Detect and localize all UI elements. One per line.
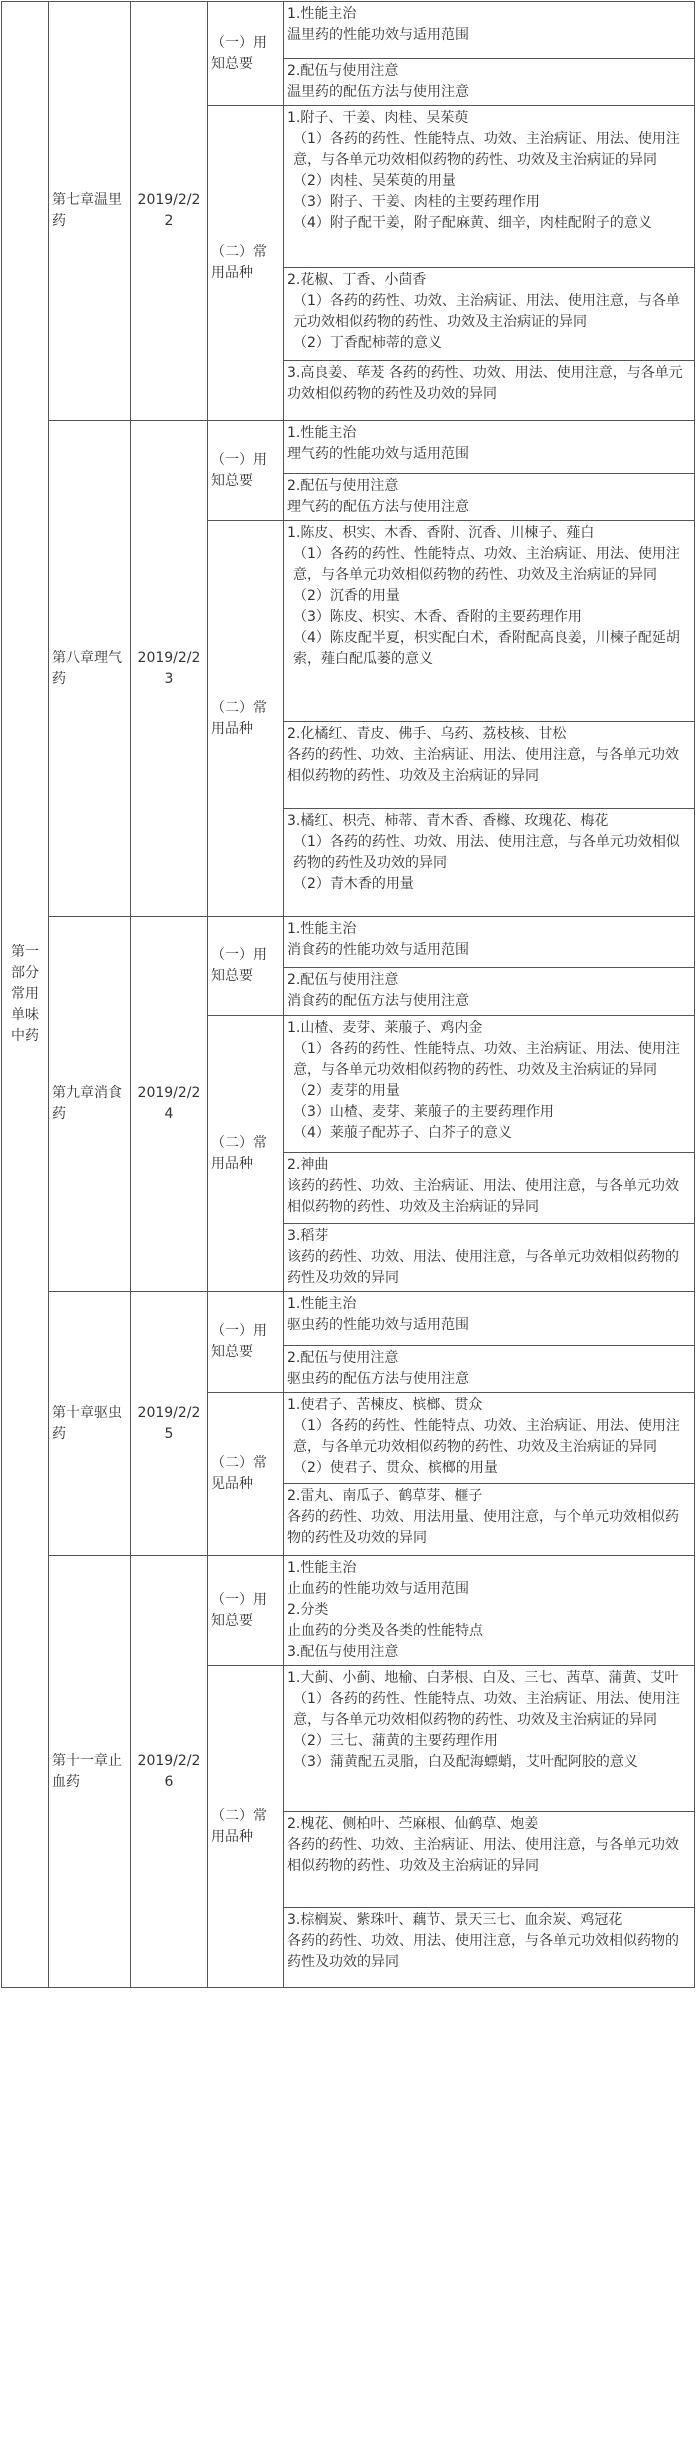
item-cell bbox=[284, 917, 695, 968]
item-line: （1）各药的药性、性能特点、功效、主治病证、用法、使用注意，与各单元功效相似药物的药性、功效及主治病证的异同 bbox=[293, 1418, 680, 1455]
item-line: 各药的药性、功效、用法、使用注意，与各单元功效相似药物的药性及功效的异同 bbox=[287, 1933, 679, 1970]
item-line: 驱虫药的配伍方法与使用注意 bbox=[287, 1371, 469, 1387]
item-line: 温里药的配伍方法与使用注意 bbox=[287, 84, 469, 100]
item-line: （1）各药的药性、性能特点、功效、主治病证、用法、使用注意，与各单元功效相似药物的药性、功效及主治病证的异同 bbox=[293, 546, 680, 583]
item-line: 1.性能主治 bbox=[287, 1296, 357, 1312]
item-line: 各药的药性、功效、主治病证、用法、使用注意，与各单元功效相似药物的药性、功效及主治病证的异同 bbox=[287, 1837, 679, 1874]
item-line: 止血药的性能功效与适用范围 bbox=[287, 1581, 469, 1597]
chapter-title: 第十章驱虫药 bbox=[49, 1292, 131, 1556]
item-line: 温里药的性能功效与适用范围 bbox=[287, 27, 469, 43]
chapter-date: 2019/2/26 bbox=[131, 1556, 208, 1988]
item-line: （1）各药的药性、性能特点、功效、主治病证、用法、使用注意，与各单元功效相似药物的药性、功效及主治病证的异同 bbox=[293, 1041, 680, 1078]
item-line: 3.棕榈炭、紫珠叶、藕节、景天三七、血余炭、鸡冠花 bbox=[287, 1912, 623, 1928]
item-line: 1.山楂、麦芽、莱菔子、鸡内金 bbox=[287, 1020, 483, 1036]
item-line: （3）山楂、麦芽、莱菔子的主要药理作用 bbox=[293, 1104, 554, 1120]
item-cell bbox=[284, 1292, 695, 1346]
item-cell bbox=[284, 1908, 695, 1988]
item-line: （3）蒲黄配五灵脂，白及配海螵蛸，艾叶配阿胶的意义 bbox=[293, 1754, 638, 1770]
item-line: 1.大蓟、小蓟、地榆、白茅根、白及、三七、茜草、蒲黄、艾叶 bbox=[287, 1670, 679, 1686]
item-cell bbox=[284, 361, 695, 421]
item-cell bbox=[284, 1153, 695, 1224]
item-line: 2.花椒、丁香、小茴香 bbox=[287, 272, 427, 288]
item-cell bbox=[284, 268, 695, 361]
table-row bbox=[2, 421, 695, 474]
chapter-title: 第九章消食药 bbox=[49, 917, 131, 1292]
item-line: 1.性能主治 bbox=[287, 1560, 357, 1576]
item-cell bbox=[284, 421, 695, 474]
item-line: 3.橘红、枳壳、柿蒂、青木香、香橼、玫瑰花、梅花 bbox=[287, 813, 609, 829]
item-line: 2.化橘红、青皮、佛手、乌药、荔枝核、甘松 bbox=[287, 726, 567, 742]
item-line: 1.性能主治 bbox=[287, 6, 357, 22]
item-line: 2.配伍与使用注意 bbox=[287, 478, 399, 494]
item-line: （1）各药的药性、性能特点、功效、主治病证、用法、使用注意，与各单元功效相似药物的药性、功效及主治病证的异同 bbox=[293, 131, 680, 168]
item-cell bbox=[284, 521, 695, 722]
item-line: 2.槐花、侧柏叶、苎麻根、仙鹤草、炮姜 bbox=[287, 1816, 539, 1832]
item-line: （4）陈皮配半夏，枳实配白术，香附配高良姜，川楝子配延胡索，薤白配瓜蒌的意义 bbox=[293, 630, 680, 667]
item-line: 止血药的分类及各类的性能特点 bbox=[287, 1623, 483, 1639]
item-line: （2）三七、蒲黄的主要药理作用 bbox=[293, 1733, 498, 1749]
section-label: （一）用知总要 bbox=[208, 421, 284, 521]
item-line: （2）使君子、贯众、槟榔的用量 bbox=[293, 1460, 498, 1476]
item-line: 2.雷丸、南瓜子、鹤草芽、榧子 bbox=[287, 1488, 483, 1504]
chapter-title: 第八章理气药 bbox=[49, 421, 131, 917]
item-line: 理气药的配伍方法与使用注意 bbox=[287, 499, 469, 515]
item-line: 理气药的性能功效与适用范围 bbox=[287, 446, 469, 462]
item-line: （4）莱菔子配苏子、白芥子的意义 bbox=[293, 1125, 512, 1141]
section-label: （二）常用品种 bbox=[208, 106, 284, 421]
section-label: （一）用知总要 bbox=[208, 1556, 284, 1666]
item-line: 1.使君子、苦楝皮、槟榔、贯众 bbox=[287, 1397, 483, 1413]
item-cell bbox=[284, 1556, 695, 1666]
item-cell bbox=[284, 106, 695, 268]
item-cell bbox=[284, 1393, 695, 1484]
item-line: 3.稻芽 bbox=[287, 1228, 329, 1244]
section-label: （二）常用品种 bbox=[208, 1016, 284, 1292]
syllabus-table bbox=[1, 1, 695, 1988]
item-line: （1）各药的药性、性能特点、功效、主治病证、用法、使用注意，与各单元功效相似药物的药性、功效及主治病证的异同 bbox=[293, 1691, 680, 1728]
item-line: （2）麦芽的用量 bbox=[293, 1083, 400, 1099]
item-line: 该药的药性、功效、用法、使用注意，与各单元功效相似药物的药性及功效的异同 bbox=[287, 1249, 679, 1286]
item-line: 1.陈皮、枳实、木香、香附、沉香、川楝子、薤白 bbox=[287, 525, 595, 541]
item-line: （2）肉桂、吴茱萸的用量 bbox=[293, 173, 456, 189]
table-row bbox=[2, 2, 695, 59]
item-line: （2）沉香的用量 bbox=[293, 588, 400, 604]
item-line: 2.分类 bbox=[287, 1602, 329, 1618]
item-line: 消食药的性能功效与适用范围 bbox=[287, 942, 469, 958]
table-row bbox=[2, 1292, 695, 1346]
table-row bbox=[2, 1556, 695, 1666]
item-line: 1.性能主治 bbox=[287, 921, 357, 937]
item-line: 2.配伍与使用注意 bbox=[287, 1350, 399, 1366]
item-cell bbox=[284, 1016, 695, 1153]
item-cell bbox=[284, 722, 695, 809]
item-cell bbox=[284, 1666, 695, 1812]
item-line: 各药的药性、功效、用法用量、使用注意，与个单元功效相似药物的药性及功效的异同 bbox=[287, 1509, 679, 1546]
item-line: （2）丁香配柿蒂的意义 bbox=[293, 335, 442, 351]
chapter-date: 2019/2/22 bbox=[131, 2, 208, 421]
item-line: 3.配伍与使用注意 bbox=[287, 1644, 399, 1660]
item-cell bbox=[284, 1812, 695, 1908]
part-title: 第一部分常用单味中药 bbox=[2, 2, 49, 1988]
item-cell bbox=[284, 809, 695, 917]
item-cell bbox=[284, 2, 695, 59]
item-line: 1.性能主治 bbox=[287, 425, 357, 441]
section-label: （二）常用品种 bbox=[208, 521, 284, 917]
item-line: 3.高良姜、荜茇 各药的药性、功效、用法、使用注意，与各单元功效相似药物的药性及功效的异同 bbox=[287, 365, 683, 402]
item-cell bbox=[284, 59, 695, 106]
item-line: （1）各药的药性、功效、主治病证、用法、使用注意，与各单元功效相似药物的药性、功效及主治病证的异同 bbox=[293, 293, 680, 330]
section-label: （二）常用品种 bbox=[208, 1666, 284, 1988]
chapter-date: 2019/2/23 bbox=[131, 421, 208, 917]
chapter-date: 2019/2/24 bbox=[131, 917, 208, 1292]
section-label: （一）用知总要 bbox=[208, 2, 284, 106]
chapter-title: 第七章温里药 bbox=[49, 2, 131, 421]
item-line: （1）各药的药性、功效、用法、使用注意，与各单元功效相似药物的药性及功效的异同 bbox=[293, 834, 680, 871]
item-cell bbox=[284, 968, 695, 1016]
syllabus-table-body bbox=[2, 2, 695, 1988]
table-row bbox=[2, 917, 695, 968]
section-label: （一）用知总要 bbox=[208, 1292, 284, 1393]
section-label: （二）常见品种 bbox=[208, 1393, 284, 1556]
chapter-date: 2019/2/25 bbox=[131, 1292, 208, 1556]
section-label: （一）用知总要 bbox=[208, 917, 284, 1016]
item-cell bbox=[284, 474, 695, 521]
item-cell bbox=[284, 1484, 695, 1556]
item-line: （4）附子配干姜，附子配麻黄、细辛，肉桂配附子的意义 bbox=[293, 215, 652, 231]
item-line: （2）青木香的用量 bbox=[293, 876, 414, 892]
item-line: （3）附子、干姜、肉桂的主要药理作用 bbox=[293, 194, 540, 210]
item-line: 2.神曲 bbox=[287, 1157, 329, 1173]
item-line: 各药的药性、功效、主治病证、用法、使用注意，与各单元功效相似药物的药性、功效及主治病证的异同 bbox=[287, 747, 679, 784]
item-cell bbox=[284, 1346, 695, 1393]
item-cell bbox=[284, 1224, 695, 1292]
item-line: 驱虫药的性能功效与适用范围 bbox=[287, 1317, 469, 1333]
item-line: 1.附子、干姜、肉桂、吴茱萸 bbox=[287, 110, 469, 126]
chapter-title: 第十一章止血药 bbox=[49, 1556, 131, 1988]
item-line: （3）陈皮、枳实、木香、香附的主要药理作用 bbox=[293, 609, 582, 625]
item-line: 该药的药性、功效、主治病证、用法、使用注意，与各单元功效相似药物的药性、功效及主治病证的异同 bbox=[287, 1178, 679, 1215]
item-line: 2.配伍与使用注意 bbox=[287, 63, 399, 79]
item-line: 消食药的配伍方法与使用注意 bbox=[287, 993, 469, 1009]
item-line: 2.配伍与使用注意 bbox=[287, 972, 399, 988]
